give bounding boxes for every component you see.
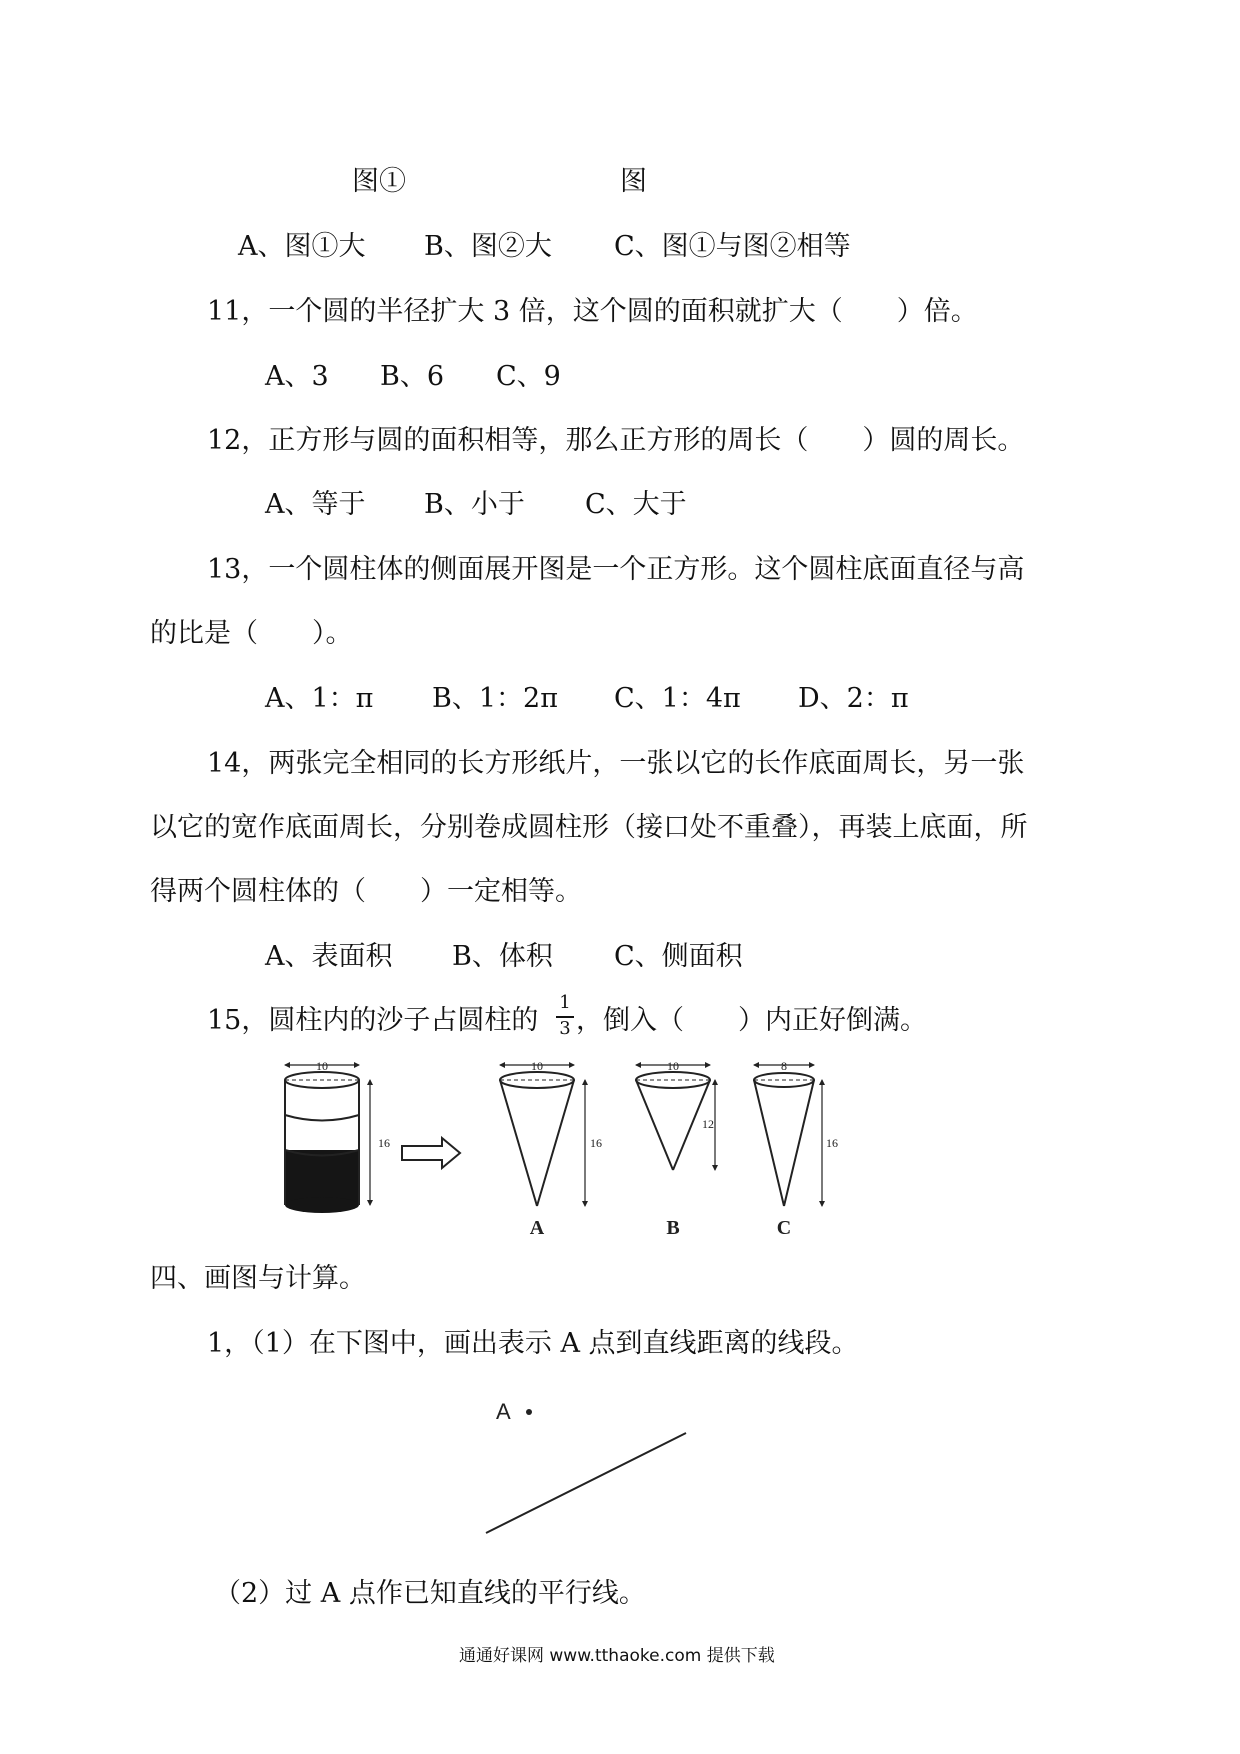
cone-a-label: A	[529, 1217, 545, 1239]
q10-option-a: A、图①大	[238, 231, 366, 262]
point-a-label: A	[496, 1399, 511, 1424]
point-a-dot	[526, 1409, 532, 1415]
cone-a-diameter-label: 10	[531, 1060, 543, 1073]
q11-option-a: A、3	[265, 361, 329, 392]
q15-fraction-denominator: 3	[559, 1018, 571, 1039]
cone-b-height-label: 12	[702, 1117, 714, 1131]
cone-c-height-label: 16	[826, 1136, 838, 1150]
q15-fraction-numerator: 1	[559, 992, 571, 1013]
q13-option-b: B、1：2π	[432, 683, 558, 714]
q14-line-1: 14，两张完全相同的长方形纸片，一张以它的长作底面周长，另一张	[207, 748, 1025, 779]
figure-1-caption: 图①	[352, 166, 406, 197]
q10-option-c: C、图①与图②相等	[614, 231, 851, 262]
given-line	[486, 1433, 686, 1533]
q13-line-2: 的比是（ ）。	[150, 618, 353, 649]
cone-a-height-label: 16	[590, 1136, 602, 1150]
section-4-title: 四、画图与计算。	[150, 1263, 366, 1294]
q14-option-c: C、侧面积	[614, 941, 743, 972]
q14-line-2: 以它的宽作底面周长，分别卷成圆柱形（接口处不重叠），再装上底面，所	[150, 812, 1028, 843]
cone-b-diameter-label: 10	[667, 1060, 679, 1073]
pour-arrow-icon	[402, 1138, 460, 1168]
q11-stem: 11，一个圆的半径扩大 3 倍，这个圆的面积就扩大（ ）倍。	[207, 296, 978, 327]
q15-figure	[270, 1060, 870, 1240]
point-line-figure	[480, 1395, 700, 1545]
q12-option-a: A、等于	[265, 489, 366, 520]
figure-2-caption: 图	[620, 166, 647, 197]
cone-c-label: C	[776, 1217, 792, 1239]
q14-line-3: 得两个圆柱体的（ ）一定相等。	[150, 876, 582, 907]
q14-option-a: A、表面积	[265, 941, 393, 972]
q10-option-b: B、图②大	[424, 231, 552, 262]
q11-option-b: B、6	[380, 361, 445, 392]
cone-c	[754, 1065, 822, 1206]
q14-option-b: B、体积	[452, 941, 553, 972]
q13-line-1: 13，一个圆柱体的侧面展开图是一个正方形。这个圆柱底面直径与高	[207, 554, 1025, 585]
sand-cylinder	[285, 1065, 370, 1213]
q12-stem: 12，正方形与圆的面积相等，那么正方形的周长（ ）圆的周长。	[207, 425, 1025, 456]
q13-option-d: D、2：π	[798, 683, 909, 714]
q12-option-c: C、大于	[585, 489, 687, 520]
cone-c-diameter-label: 8	[781, 1060, 787, 1073]
problem-1-part-1: 1，（1）在下图中，画出表示 A 点到直线距离的线段。	[207, 1328, 859, 1359]
problem-1-part-2: （2）过 A 点作已知直线的平行线。	[214, 1578, 646, 1609]
cone-b-label: B	[666, 1217, 680, 1239]
q13-option-a: A、1：π	[265, 683, 374, 714]
q15-stem-prefix: 15，圆柱内的沙子占圆柱的	[207, 1005, 539, 1036]
cone-a	[500, 1065, 585, 1206]
q15-stem-suffix: ，倒入（ ）内正好倒满。	[576, 1005, 927, 1036]
cylinder-diameter-label: 10	[316, 1060, 328, 1073]
q11-option-c: C、9	[496, 361, 561, 392]
cylinder-height-label: 16	[378, 1136, 390, 1150]
footer-source: 通通好课网 www.tthaoke.com 提供下载	[459, 1646, 775, 1666]
q12-option-b: B、小于	[424, 489, 525, 520]
q13-option-c: C、1：4π	[614, 683, 741, 714]
